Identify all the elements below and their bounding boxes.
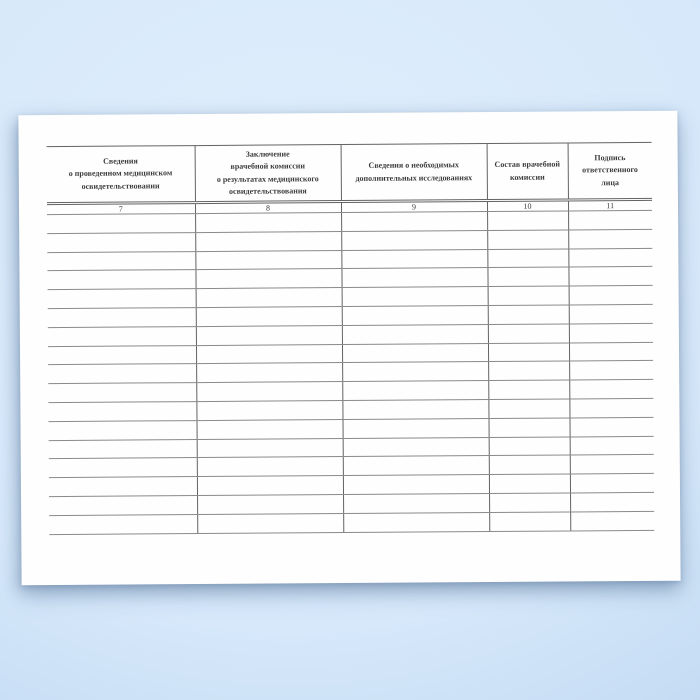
empty-cell: [570, 492, 654, 511]
empty-cell: [570, 455, 654, 474]
empty-cell: [342, 287, 488, 307]
header-title-row: [47, 142, 652, 203]
empty-cell: [342, 343, 488, 363]
empty-cell: [196, 363, 342, 383]
empty-cell: [197, 476, 343, 496]
empty-cell: [196, 401, 342, 421]
column-title-line: Подпись: [594, 152, 626, 163]
empty-cell: [47, 270, 195, 290]
empty-cell: [488, 324, 569, 343]
empty-cell: [48, 383, 196, 403]
empty-cell: [489, 474, 570, 493]
empty-cell: [341, 212, 487, 232]
empty-cell: [488, 399, 569, 418]
empty-cell: [195, 231, 341, 251]
column-number-8: 8: [195, 202, 341, 214]
column-number-7: 7: [47, 203, 195, 215]
empty-cell: [342, 306, 488, 326]
empty-cell: [569, 398, 653, 417]
empty-cell: [487, 267, 568, 286]
empty-cell: [341, 249, 487, 269]
empty-cell: [489, 455, 570, 474]
column-title-line: Состав врачебной: [494, 159, 560, 169]
empty-cell: [195, 250, 341, 270]
empty-cell: [343, 493, 489, 513]
empty-cell: [48, 364, 196, 384]
empty-cell: [488, 361, 569, 380]
empty-cell: [489, 493, 570, 512]
empty-cell: [196, 325, 342, 345]
column-title-line: Заключение: [245, 148, 290, 159]
table-body: [47, 210, 654, 534]
empty-cell: [197, 419, 343, 439]
column-title-line: освидетельствования: [229, 186, 307, 196]
empty-cell: [47, 232, 195, 252]
journal-page: [18, 111, 680, 586]
empty-cell: [342, 324, 488, 344]
empty-cell: [49, 496, 197, 516]
medical-register-table: [47, 142, 655, 535]
empty-cell: [49, 477, 197, 497]
empty-cell: [569, 361, 653, 380]
table-row: [49, 511, 654, 534]
empty-cell: [196, 288, 342, 308]
empty-cell: [343, 437, 489, 457]
column-title-line: лица: [601, 177, 619, 187]
empty-cell: [195, 269, 341, 289]
empty-cell: [49, 420, 197, 440]
empty-cell: [196, 382, 342, 402]
column-title-line: Сведения: [103, 156, 138, 166]
empty-cell: [569, 380, 653, 399]
empty-cell: [569, 342, 653, 361]
empty-cell: [488, 380, 569, 399]
empty-cell: [48, 345, 196, 365]
empty-cell: [569, 304, 653, 323]
empty-cell: [343, 475, 489, 495]
empty-cell: [197, 513, 343, 533]
empty-cell: [48, 289, 196, 309]
empty-cell: [569, 417, 653, 436]
column-number-10: 10: [487, 200, 568, 212]
empty-cell: [568, 210, 652, 229]
empty-cell: [48, 326, 196, 346]
empty-cell: [570, 436, 654, 455]
empty-cell: [197, 457, 343, 477]
column-number-11: 11: [568, 199, 652, 211]
empty-cell: [197, 495, 343, 515]
empty-cell: [47, 214, 195, 234]
empty-cell: [49, 458, 197, 478]
column-header-9: [341, 144, 487, 202]
empty-cell: [48, 402, 196, 422]
column-title-line: дополнительных исследованиях: [355, 172, 473, 183]
column-title-line: о проведенном медицинском: [68, 168, 173, 179]
empty-cell: [197, 438, 343, 458]
empty-cell: [342, 381, 488, 401]
empty-cell: [487, 211, 568, 230]
empty-cell: [342, 400, 488, 420]
empty-cell: [488, 418, 569, 437]
column-number-9: 9: [341, 201, 487, 213]
column-title-line: ответственного: [582, 165, 638, 175]
empty-cell: [570, 511, 654, 530]
empty-cell: [196, 307, 342, 327]
column-title-line: врачебной комиссии: [230, 161, 305, 171]
empty-cell: [342, 418, 488, 438]
column-header-10: [487, 143, 568, 201]
empty-cell: [195, 213, 341, 233]
column-header-7: [47, 146, 195, 204]
column-title-line: освидетельствовании: [81, 181, 160, 191]
column-title-line: Сведения о необходимых: [368, 160, 459, 170]
empty-cell: [487, 249, 568, 268]
empty-cell: [568, 229, 652, 248]
empty-cell: [48, 308, 196, 328]
empty-cell: [49, 439, 197, 459]
empty-cell: [487, 230, 568, 249]
empty-cell: [489, 437, 570, 456]
empty-cell: [488, 343, 569, 362]
empty-cell: [488, 305, 569, 324]
column-title-line: комиссии: [509, 172, 545, 182]
column-header-11: [568, 142, 652, 200]
empty-cell: [343, 512, 489, 532]
empty-cell: [570, 474, 654, 493]
empty-cell: [342, 362, 488, 382]
empty-cell: [569, 323, 653, 342]
empty-cell: [47, 251, 195, 271]
empty-cell: [341, 230, 487, 250]
empty-cell: [341, 268, 487, 288]
table-header: [47, 142, 652, 214]
empty-cell: [568, 248, 652, 267]
column-title-line: о результатах медицинского: [216, 173, 319, 184]
empty-cell: [568, 267, 652, 286]
empty-cell: [49, 514, 197, 534]
empty-cell: [196, 344, 342, 364]
column-header-8: [195, 145, 341, 203]
empty-cell: [489, 512, 570, 531]
empty-cell: [343, 456, 489, 476]
empty-cell: [569, 286, 653, 305]
empty-cell: [488, 286, 569, 305]
